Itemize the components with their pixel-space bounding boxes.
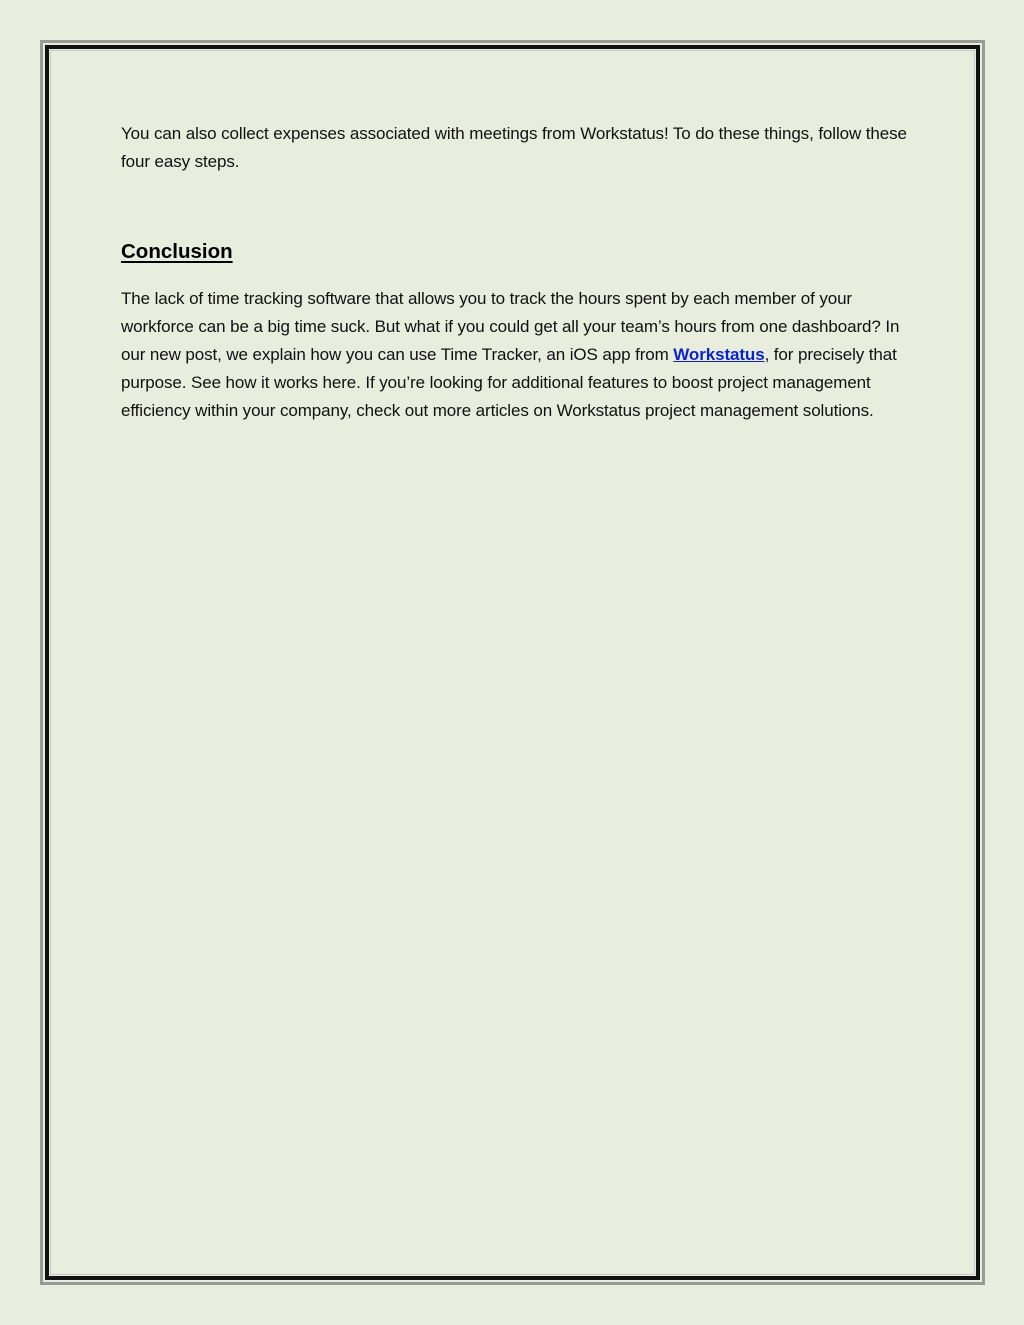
workstatus-link[interactable]: Workstatus (673, 345, 765, 364)
conclusion-paragraph (121, 285, 911, 425)
conclusion-text-after-link: , for precisely that purpose. See how it works here. If you’re looking for additional features to boost project management efficiency within your company, check out more articles on Workstatus project management solutions. (121, 345, 897, 420)
conclusion-heading: Conclusion (121, 240, 233, 263)
document-content (121, 120, 911, 425)
intro-paragraph: You can also collect expenses associated with meetings from Workstatus! To do these things, follow these four easy steps. (121, 124, 907, 171)
conclusion-text-before-link: The lack of time tracking software that allows you to track the hours spent by each member of your workforce can be a big time suck. But what if you could get all your team’s hours from one dashboard? In our new post, we explain how you can use Time Tracker, an iOS app from (121, 289, 900, 364)
